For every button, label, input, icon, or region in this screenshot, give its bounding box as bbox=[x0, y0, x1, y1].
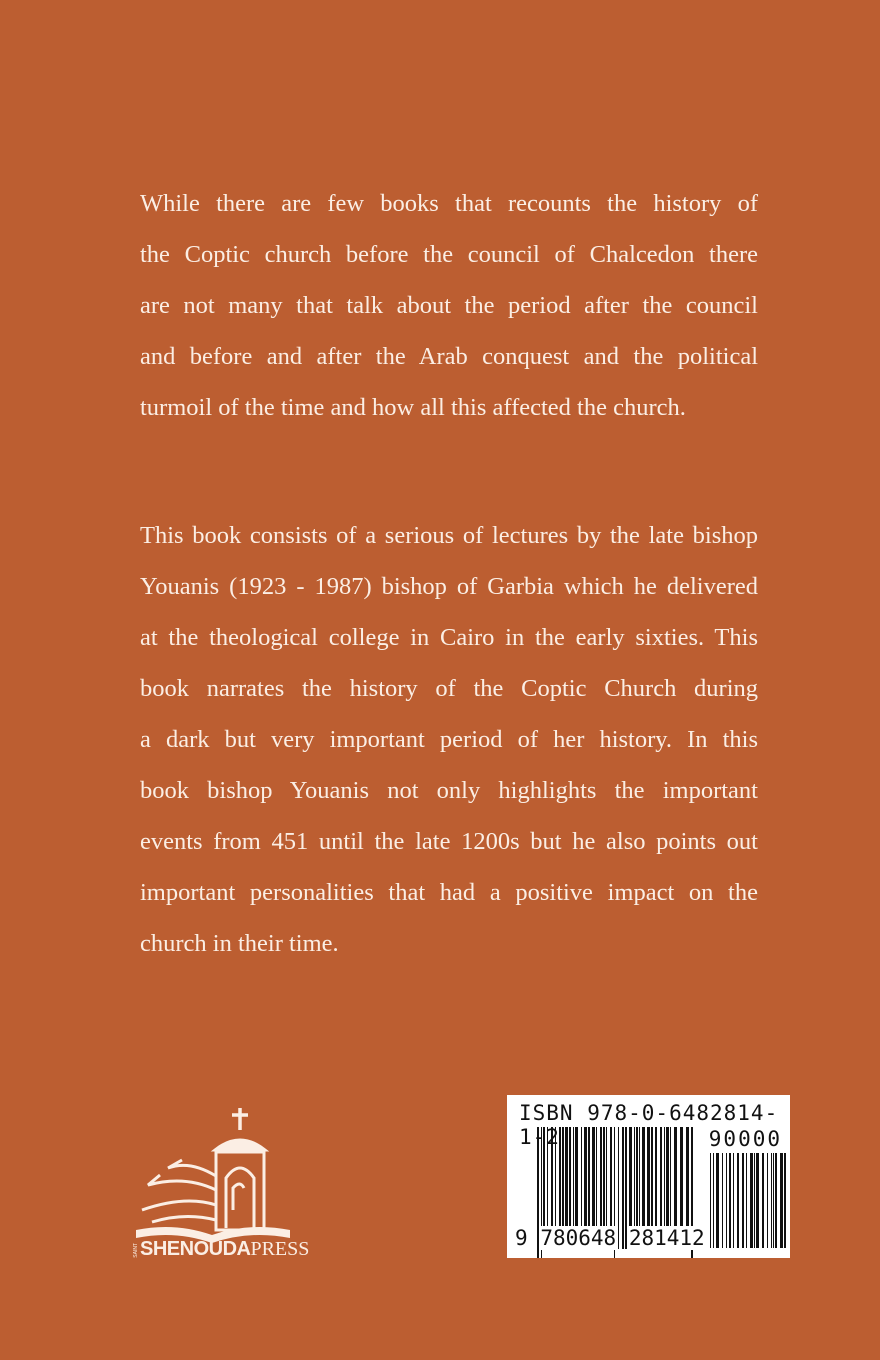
text-line: are not many that talk about the period after the council bbox=[140, 292, 758, 319]
text-line: important personalities that had a positive impact on the bbox=[140, 879, 758, 906]
barcode-bar bbox=[710, 1153, 711, 1248]
text-line: events from 451 until the late 1200s but he also points out bbox=[140, 828, 758, 855]
isbn-barcode bbox=[507, 1095, 790, 1258]
barcode-bar bbox=[762, 1153, 764, 1248]
ean-left: 780648 bbox=[540, 1226, 617, 1250]
text-line: turmoil of the time and how all this affected the church. bbox=[140, 394, 686, 421]
text-line: church in their time. bbox=[140, 930, 339, 957]
publisher-press: PRESS bbox=[250, 1238, 310, 1260]
text-line: book narrates the history of the Coptic Church during bbox=[140, 675, 758, 702]
barcode-bar bbox=[750, 1153, 753, 1248]
isbn-number: ISBN 978-0-6482814-1-2 bbox=[519, 1101, 779, 1149]
text-line: Youanis (1923 - 1987) bishop of Garbia which he delivered bbox=[140, 573, 758, 600]
barcode-bar bbox=[775, 1153, 777, 1248]
barcode-bar bbox=[780, 1153, 783, 1248]
description-paragraph-2 bbox=[140, 510, 758, 969]
barcode-bar bbox=[713, 1153, 714, 1248]
barcode-bar bbox=[754, 1153, 755, 1248]
barcode-bar bbox=[716, 1153, 719, 1248]
ean-first: 9 bbox=[515, 1226, 528, 1250]
barcode-bar bbox=[733, 1153, 734, 1248]
barcode-bar bbox=[729, 1153, 731, 1248]
price-addon: 90000 bbox=[708, 1127, 782, 1151]
text-line: the Coptic church before the council of Chalcedon there bbox=[140, 241, 758, 268]
barcode-bar bbox=[784, 1153, 786, 1248]
text-line: at the theological college in Cairo in the early sixties. This bbox=[140, 624, 758, 651]
publisher-name bbox=[133, 1238, 309, 1261]
text-line: book bishop Youanis not only highlights the important bbox=[140, 777, 758, 804]
publisher-saint: SAINT bbox=[133, 1243, 139, 1258]
barcode-bar bbox=[726, 1153, 727, 1248]
text-line: a dark but very important period of her history. In this bbox=[140, 726, 758, 753]
text-line: While there are few books that recounts the history of bbox=[140, 190, 758, 217]
publisher-shenouda: SHENOUDA bbox=[140, 1238, 251, 1260]
barcode-bar bbox=[767, 1153, 768, 1248]
barcode-bar bbox=[771, 1153, 772, 1248]
ean-right: 281412 bbox=[628, 1226, 705, 1250]
barcode-bar bbox=[722, 1153, 723, 1248]
text-line: This book consists of a serious of lectures by the late bishop bbox=[140, 522, 758, 549]
barcode-bar bbox=[742, 1153, 744, 1248]
description-paragraph-1 bbox=[140, 178, 758, 433]
barcode-bar bbox=[756, 1153, 759, 1248]
barcode-bar bbox=[773, 1153, 774, 1248]
text-line: and before and after the Arab conquest and the political bbox=[140, 343, 758, 370]
barcode-bar bbox=[737, 1153, 739, 1248]
barcode-bar bbox=[746, 1153, 747, 1248]
ean-digits bbox=[515, 1226, 705, 1250]
